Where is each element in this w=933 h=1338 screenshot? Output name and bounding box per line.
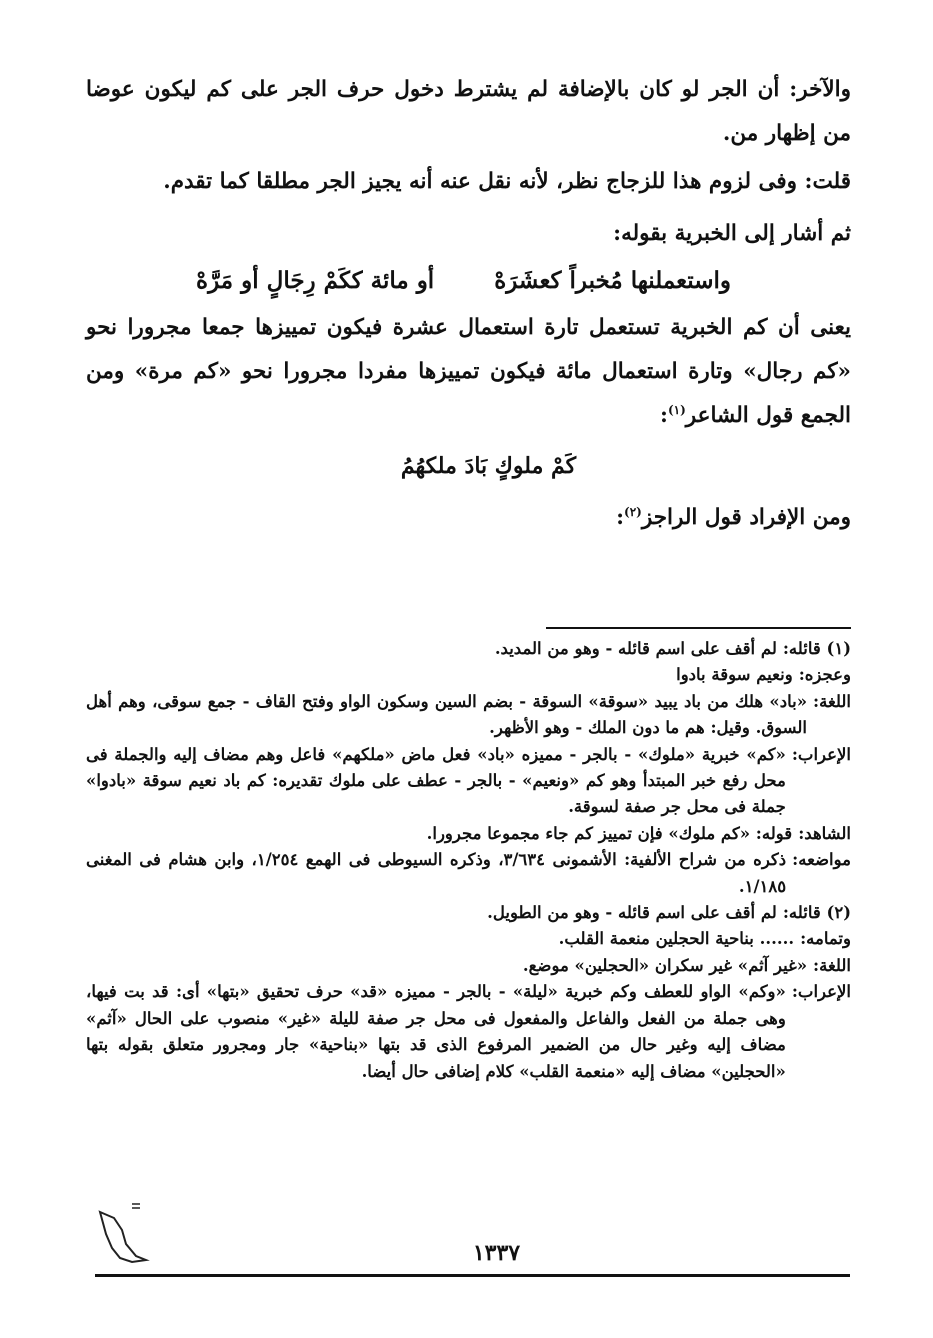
page-number: ١٣٣٧ (472, 1240, 521, 1266)
paragraph-text: ومن الإفراد قول الراجز (641, 505, 851, 530)
footnote-separator (546, 627, 851, 629)
paragraph (86, 496, 851, 540)
bottom-rule (95, 1274, 850, 1277)
footnote-label: الإعراب: (791, 982, 851, 1002)
footnote-text: «وكم» الواو للعطف وكم خبرية «ليلة» - بالجر - مميزه «قد» حرف تحقيق «بتها» أى: قد بت فيها، وهى جملة من الفعل والفاعل والمفعول فى محل جر صفة لليلة «غير» منصوب على الحال «آثم» مضاف إليه وغير حال من الضمير المرفوع الذى قد بتها «بناحية» جار ومجرور متعلق بقوله بتها «الحجلين» مضاف إليه «منعمة القلب» كلام إضافى حال أيضا. (86, 982, 786, 1081)
footnote-entry (86, 900, 851, 926)
verse-line (86, 256, 851, 306)
footnote-entry (86, 953, 851, 979)
footnote-text: ...... بناحية الحجلين منعمة القلب. (558, 929, 795, 949)
footnote-text: لم أقف على اسم قائله - وهو من الطويل. (487, 903, 777, 923)
footnote-ref[interactable]: (٢) (624, 504, 642, 519)
footnote-label: الإعراب: (791, 744, 851, 764)
paragraph: قلت: وفى لزوم هذا للزجاج نظر، لأنه نقل عنه أنه يجيز الجر مطلقا كما تقدم. (163, 169, 851, 194)
paragraph-punct: : (660, 403, 668, 428)
footnote-entry (86, 926, 851, 952)
footnote-text: «غير آثم» غير سكران «الحجلين» موضع. (522, 955, 808, 975)
footnote-text: ذكره من شراح الألفية: الأشمونى ٣/٦٣٤، وذكره السيوطى فى الهمع ١/٢٥٤، وابن هشام فى المغنى ١/١٨٥. (86, 850, 787, 896)
verse-hemistich-left: أو مائة ككَمْ رِجَالٍ أو مَرَّهْ (196, 267, 435, 294)
footnote-label: وعجزه: (798, 665, 851, 685)
paragraph-punct: : (616, 505, 624, 530)
paragraph (86, 306, 851, 438)
footnote-text: «باد» هلك من باد يبيد «سوقة» السوقة - بضم السين وسكون الواو وفتح القاف - جمع سوقى، وهم أهل السوق. وقيل: هم ما دون الملك - وهو الأظهر. (86, 691, 808, 738)
paragraph-text: يعنى أن كم الخبرية تستعمل تارة استعمال عشرة فيكون تمييزها جمعا مجرورا نحو «كم رجال» وتارة استعمال مائة فيكون تمييزها مفردا مجرورا نحو «كم مرة» ومن الجمع قول الشاعر (86, 315, 851, 428)
footnote-entry (86, 821, 851, 847)
footnote-label: مواضعه: (792, 850, 851, 870)
footnote-label: اللغة: (813, 955, 851, 975)
footnote-entry (86, 636, 851, 662)
footnote-label: اللغة: (813, 691, 851, 711)
poem-line: كَمْ ملوكٍ بَادَ ملكهُمُ (400, 453, 577, 479)
paragraph: ثم أشار إلى الخبرية بقوله: (613, 221, 851, 246)
footnote-entry (86, 742, 851, 821)
footnote-text: ونعيم سوقة بادوا (676, 665, 793, 685)
footnote-text: قوله: «كم ملوك» فإن تمييز كم جاء مجموعا مجرورا. (426, 823, 793, 843)
footnote-ref[interactable]: (١) (667, 402, 686, 417)
main-text (86, 68, 851, 540)
verse-hemistich-right: واستعملنها مُخبراً كعشَرَهْ (494, 267, 731, 294)
footnote-entry (86, 689, 851, 742)
footnote-text: لم أقف على اسم قائله - وهو من المديد. (494, 639, 777, 658)
footnote-label: (١) قائله: (782, 639, 851, 658)
footnote-entry (86, 662, 851, 688)
footnote-entry (86, 847, 851, 900)
paragraph: والآخر: أن الجر لو كان بالإضافة لم يشترط دخول حرف الجر على كم ليكون عوضا من إظهار من. (86, 77, 851, 146)
footnote-entry (86, 979, 851, 1085)
footnote-label: وتمامه: (800, 929, 851, 949)
footnote-text: «كم» خبرية «ملوك» - بالجر - مميزه «باد» فعل ماض «ملكهم» فاعل وهم مضاف إليه والجملة فى محل رفع خبر المبتدأ وهو كم «ونعيم» - بالجر - عطف على ملوك تقديره: كم باد نعيم سوقة «بادوا» جملة فى محل جر صفة لسوقة. (86, 744, 786, 817)
footnote-label: (٢) قائله: (782, 903, 851, 923)
footnotes (86, 636, 851, 1085)
footnote-label: الشاهد: (798, 823, 851, 843)
